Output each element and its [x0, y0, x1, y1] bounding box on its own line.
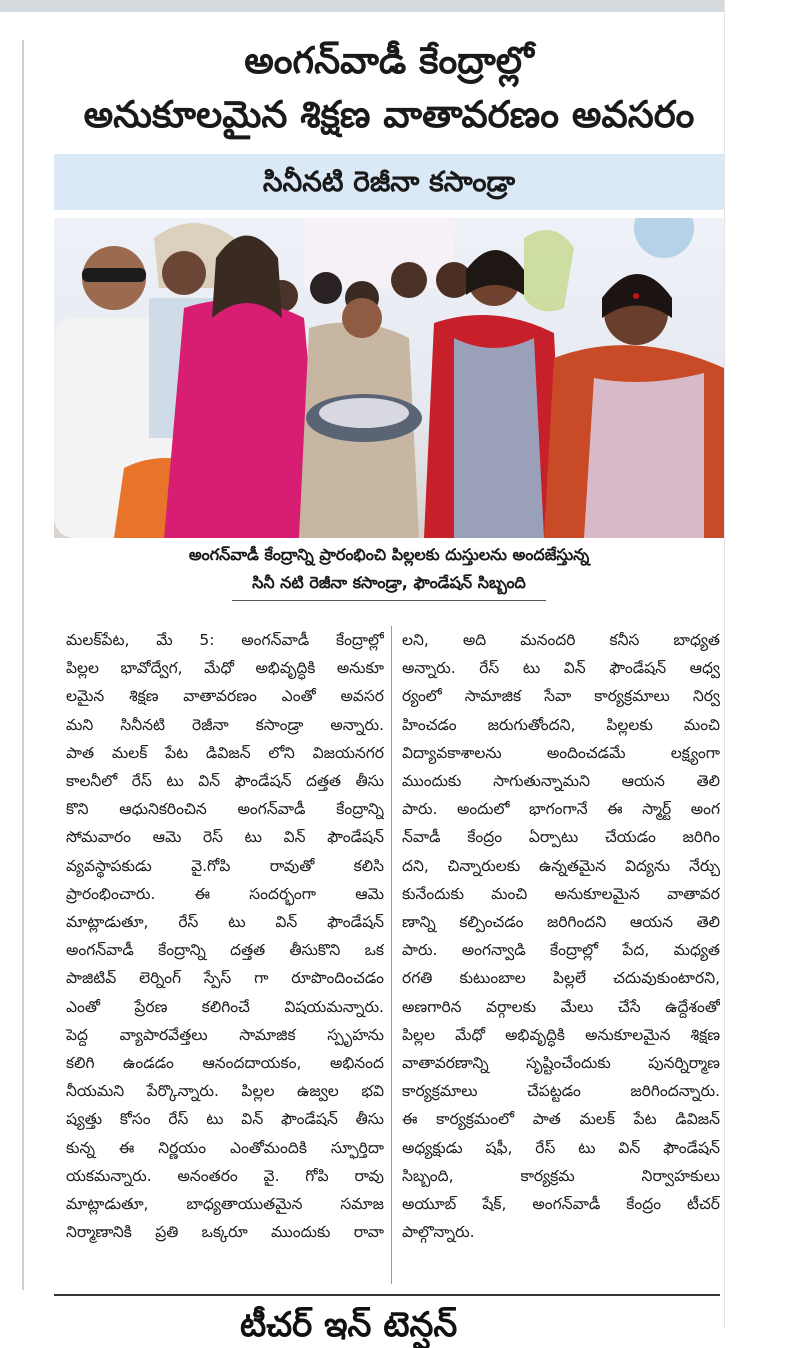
body-column-right [402, 626, 720, 1246]
body-line: ఎంతో ప్రేరణ కలిగించే విషయమన్నారు. [66, 997, 384, 1016]
body-line: ర్యంలో సామాజిక సేవా కార్యక్రమాలు నిర్వ [402, 687, 720, 706]
body-line: లమైన శిక్షణ వాతావరణం ఎంతో అవసర [66, 687, 384, 706]
body-line: న్‌వాడీ కేంద్రం ఏర్పాటు చేయడం జరిగిం [402, 828, 720, 847]
body-line: ష్యత్తు కోసం రేస్ టు విన్ ఫౌండేషన్ తీసు [66, 1110, 384, 1129]
body-line: పాజిటివ్ లెర్నింగ్ స్పేస్ గా రూపొందించడం [66, 969, 384, 988]
body-column-left [66, 626, 384, 1246]
body-line: వ్యవస్థాపకుడు వై.గోపి రావుతో కలిసి [66, 856, 384, 875]
body-line: కున్న ఈ నిర్ణయం ఎంతోమందికి స్ఫూర్తిదా [66, 1138, 384, 1157]
body-line: మని సినీనటి రెజీనా కసాండ్రా అన్నారు. [66, 715, 384, 734]
news-photo [54, 218, 724, 538]
headline-line-2: అనుకూలమైన శిక్షణ వాతావరణం అవసరం [83, 93, 695, 136]
right-edge-rule [724, 0, 725, 1327]
body-line: కలిగి ఉండడం ఆనందదాయకం, అభినంద [66, 1054, 384, 1073]
body-line: అన్నారు. రేస్ టు విన్ ఫౌండేషన్ ఆధ్వ [402, 659, 720, 678]
body-line: పిల్లల మేధో అభివృద్ధికి అనుకూలమైన శిక్షణ [402, 1025, 720, 1044]
body-line: లని, అది మనందరి కనీస బాధ్యత [402, 631, 720, 649]
body-line: నిర్మాణానికి ప్రతి ఒక్కరూ ముందుకు రావా [66, 1223, 384, 1242]
body-line: దని, చిన్నారులకు ఉన్నతమైన విద్యను నేర్చు [402, 856, 720, 875]
photo-caption-line-2: సినీ నటి రెజీనా కసాండ్రా, ఫౌండేషన్ సిబ్బంది [252, 573, 526, 592]
body-line: సిబ్బంది, కార్యక్రమ నిర్వాహకులు [402, 1166, 720, 1185]
caption-underline [232, 600, 546, 601]
body-line: అధ్యక్షుడు షఫీ, రేస్ టు విన్ ఫౌండేషన్ [402, 1138, 720, 1157]
column-divider [391, 626, 392, 1284]
body-line: పెద్ద వ్యాపారవేత్తలు సామాజిక స్పృహను [66, 1025, 384, 1044]
body-line: ణాన్ని కల్పించడం జరిగిందని ఆయన తెలి [402, 913, 720, 932]
body-line: అణగారిన వర్గాలకు మేలు చేసే ఉద్దేశంతో [402, 997, 720, 1016]
top-bar [0, 0, 724, 12]
body-line: మలక్‌పేట, మే 5: అంగన్‌వాడీ కేంద్రాల్లో [66, 631, 384, 649]
body-line: మాట్లాడుతూ, బాధ్యతాయుతమైన సమాజ [66, 1195, 384, 1214]
body-line: మాట్లాడుతూ, రేస్ టు విన్ ఫౌండేషన్ [66, 913, 384, 932]
body-line: పిల్లల భావోద్వేగ, మేధో అభివృద్ధికి అనుకూ [66, 659, 384, 678]
body-line: పారు. అంగన్వాడి కేంద్రాల్లో పేద, మధ్యత [402, 941, 720, 960]
body-line: హించడం జరుగుతోందని, పిల్లలకు మంచి [402, 715, 720, 734]
subtitle: సినీనటి రెజీనా కసాండ్రా [262, 165, 516, 198]
left-column-rule [22, 40, 24, 1290]
body-line: కునేందుకు మంచి అనుకూలమైన వాతావర [402, 884, 720, 903]
body-line: విద్యావకాశాలను అందించడమే లక్ష్యంగా [402, 743, 720, 762]
body-line: ప్రారంభించారు. ఈ సందర్భంగా ఆమె [66, 884, 384, 903]
body-line: ముందుకు సాగుతున్నామని ఆయన తెలి [402, 772, 720, 791]
body-line: రగతి కుటుంబాల పిల్లలే చదువుకుంటారని, [402, 969, 720, 988]
body-line: పాల్గొన్నారు. [402, 1223, 475, 1242]
body-line: కార్యక్రమాలు చేపట్టడం జరిగిందన్నారు. [402, 1082, 720, 1101]
body-line: పారు. అందులో భాగంగానే ఈ స్మార్ట్ అంగ [402, 800, 720, 819]
photo-caption-line-1: అంగన్‌వాడీ కేంద్రాన్ని ప్రారంభించి పిల్లలకు దుస్తులను అందజేస్తున్న [188, 545, 590, 564]
body-line: సోమవారం ఆమె రెస్ టు విన్ ఫౌండేషన్ [66, 828, 384, 847]
body-line: నీయమని పేర్కొన్నారు. పిల్లల ఉజ్వల భవి [66, 1082, 384, 1101]
body-line: కాలనీలో రేస్ టు విన్ ఫౌండేషన్ దత్తత తీసు [66, 772, 384, 791]
body-line: ఈ కార్యక్రమంలో పాత మలక్ పేట డివిజన్ [402, 1110, 720, 1129]
body-line: అయూబ్ షేక్, అంగన్‌వాడీ కేంద్రం టీచర్ [402, 1195, 720, 1214]
next-article-heading: టీచర్ ఇన్ టెన్షన్ [240, 1305, 458, 1345]
body-line: పాత మలక్ పేట డివిజన్ లోని విజయనగర [66, 743, 384, 762]
bottom-rule [54, 1294, 720, 1296]
body-line: అంగన్‌వాడీ కేంద్రాన్ని దత్తత తీసుకొని ఒక [66, 941, 384, 960]
headline-line-1: అంగన్‌వాడీ కేంద్రాల్లో [244, 39, 534, 82]
body-line: వాతావరణాన్ని సృష్టించేందుకు పునర్నిర్మాణ [402, 1054, 720, 1073]
group-photo-icon [54, 218, 724, 538]
body-line: కొని ఆధునికరించిన అంగన్‌వాడీ కేంద్రాన్ని [66, 800, 384, 819]
body-line: యకమన్నారు. అనంతరం వై. గోపి రావు [66, 1166, 384, 1185]
